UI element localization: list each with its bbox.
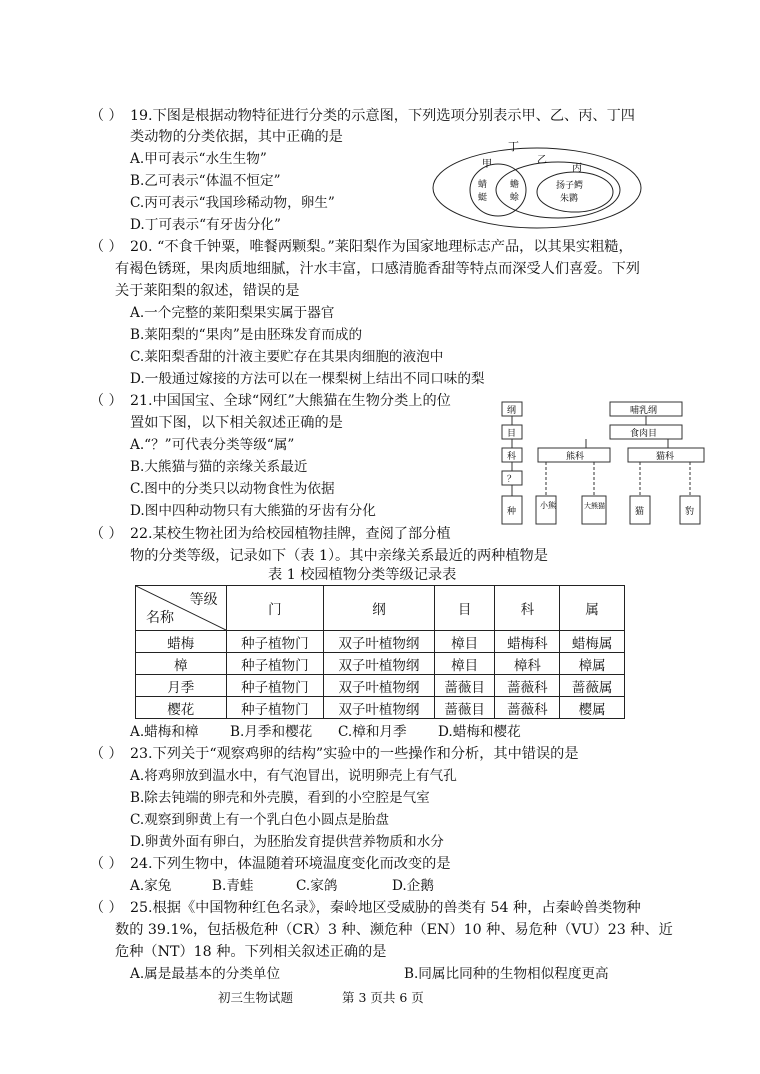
row-genus: 蜡梅属 xyxy=(560,631,625,653)
animal4-label: 朱鹮 xyxy=(560,194,579,204)
q21-option-b: B.大熊猫与猫的亲缘关系最近 xyxy=(130,459,308,475)
row-class: 双子叶植物纲 xyxy=(324,653,435,675)
table-header-row xyxy=(136,586,625,631)
row-name: 蜡梅 xyxy=(136,631,227,653)
table-row xyxy=(136,631,625,653)
animal3-label: 扬子鳄 xyxy=(556,181,584,191)
q21-option-c: C.图中的分类只以动物食性为依据 xyxy=(130,481,335,497)
row-genus: 樟属 xyxy=(560,653,625,675)
animal2-top: 蟾 xyxy=(510,180,520,190)
level-order-label: 目 xyxy=(507,429,517,439)
q22-table-caption: 表 1 校园植物分类等级记录表 xyxy=(268,567,457,583)
row-family: 樟科 xyxy=(495,653,560,675)
q20-stem-line1: 20. “不食千钟粟，唯餐两颗梨。”莱阳梨作为国家地理标志产品，以其果实粗糙， xyxy=(130,239,633,255)
table-row xyxy=(136,653,625,675)
carnivora-label: 食肉目 xyxy=(630,429,658,439)
q20-option-d: D.一般通过嫁接的方法可以在一棵梨树上结出不同口味的梨 xyxy=(130,371,485,387)
header-diagonal-cell xyxy=(136,586,227,631)
ding-label: 丁 xyxy=(508,140,519,153)
header-col-order: 目 xyxy=(434,586,495,631)
q25-option-b: B.同属比同种的生物相似程度更高 xyxy=(404,966,609,982)
level-species-label: 种 xyxy=(507,507,517,517)
yi-label: 乙 xyxy=(537,155,547,166)
small-panda-label: 小熊 xyxy=(540,501,556,510)
header-col-phylum: 门 xyxy=(226,586,324,631)
giant-panda-box xyxy=(582,496,606,524)
q23-stem-line1: 23.下列关于“观察鸡卵的结构”实验中的一些操作和分析，其中错误的是 xyxy=(130,746,579,762)
q21-answer-blank: （ ） xyxy=(90,393,123,409)
q20-option-c: C.莱阳梨香甜的汁液主要贮存在其果肉细胞的液泡中 xyxy=(130,349,444,365)
row-name: 樟 xyxy=(136,653,227,675)
q19-stem-line1: 19.下图是根据动物特征进行分类的示意图，下列选项分别表示甲、乙、丙、丁四 xyxy=(130,108,635,124)
q22-answer-blank: （ ） xyxy=(90,526,123,542)
q24-option-c: C.家鸽 xyxy=(296,878,338,894)
jia-label: 甲 xyxy=(482,159,492,170)
header-grade-label: 等级 xyxy=(189,592,218,608)
q21-stem-line1: 21.中国国宝、全球“网红”大熊猫在生物分类上的位 xyxy=(130,393,451,409)
q22-classification-table xyxy=(135,585,625,719)
table-row xyxy=(136,697,625,719)
q24-stem-line1: 24.下列生物中，体温随着环境温度变化而改变的是 xyxy=(130,856,451,872)
row-class: 双子叶植物纲 xyxy=(324,697,435,719)
q20-stem-line3: 关于莱阳梨的叙述，错误的是 xyxy=(115,283,300,299)
q20-stem-line2: 有褐色锈斑，果肉质地细腻，汁水丰富，口感清脆香甜等特点而深受人们喜爱。下列 xyxy=(115,261,640,277)
leopard-label: 豹 xyxy=(685,507,695,517)
header-col-class: 纲 xyxy=(324,586,435,631)
q22-option-a: A.蜡梅和樟 xyxy=(130,724,199,740)
row-class: 双子叶植物纲 xyxy=(324,675,435,697)
row-class: 双子叶植物纲 xyxy=(324,631,435,653)
row-family: 蔷薇科 xyxy=(495,697,560,719)
q23-option-c: C.观察到卵黄上有一个乳白色小圆点是胎盘 xyxy=(130,812,389,828)
q25-stem-line1: 25.根据《中国物种红色名录》，秦岭地区受威胁的兽类有 54 种，占秦岭兽类物种 xyxy=(130,900,641,916)
q19-option-b: B.乙可表示“体温不恒定” xyxy=(130,173,281,189)
q22-option-b: B.月季和樱花 xyxy=(230,724,313,740)
bing-ellipse xyxy=(537,172,613,212)
row-genus: 蔷薇属 xyxy=(560,675,625,697)
table-row xyxy=(136,675,625,697)
q20-option-a: A.一个完整的莱阳梨果实属于器官 xyxy=(130,305,335,321)
q24-option-a: A.家兔 xyxy=(130,878,172,894)
giant-panda-label: 大熊猫 xyxy=(584,502,605,510)
q25-answer-blank: （ ） xyxy=(90,900,123,916)
row-name: 樱花 xyxy=(136,697,227,719)
row-order: 樟目 xyxy=(434,653,495,675)
footer-page-number: 第 3 页共 6 页 xyxy=(342,990,424,1005)
bing-label: 丙 xyxy=(572,163,582,174)
q22-option-d: D.蜡梅和樱花 xyxy=(438,724,521,740)
mammal-label: 哺乳纲 xyxy=(630,406,658,416)
q21-option-a: A.“？”可代表分类等级“属” xyxy=(130,437,295,453)
row-phylum: 种子植物门 xyxy=(226,631,324,653)
q19-stem-line2: 类动物的分类依据，其中正确的是 xyxy=(130,129,343,145)
q20-option-b: B.莱阳梨的“果肉”是由胚珠发育而成的 xyxy=(130,327,363,343)
level-family-label: 科 xyxy=(507,452,517,462)
row-phylum: 种子植物门 xyxy=(226,675,324,697)
header-col-family: 科 xyxy=(495,586,560,631)
q23-option-a: A.将鸡卵放到温水中，有气泡冒出，说明卵壳上有气孔 xyxy=(130,768,457,784)
q19-option-d: D.丁可表示“有牙齿分化” xyxy=(130,217,281,233)
row-phylum: 种子植物门 xyxy=(226,653,324,675)
jia-ellipse xyxy=(470,164,526,216)
q23-option-b: B.除去钝端的卵壳和外壳膜，看到的小空腔是气室 xyxy=(130,790,430,806)
row-order: 蔷薇目 xyxy=(434,697,495,719)
q25-option-a: A.属是最基本的分类单位 xyxy=(130,966,281,982)
row-order: 蔷薇目 xyxy=(434,675,495,697)
q24-option-d: D.企鹅 xyxy=(392,878,434,894)
level-unknown-label: ？ xyxy=(507,475,517,485)
animal2-bottom: 蜍 xyxy=(510,193,520,203)
q23-option-d: D.卵黄外面有卵白，为胚胎发育提供营养物质和水分 xyxy=(130,834,444,850)
row-name: 月季 xyxy=(136,675,227,697)
cat-family-label: 猫科 xyxy=(656,452,675,462)
q21-stem-line2: 置如下图，以下相关叙述正确的是 xyxy=(130,415,343,431)
q25-stem-line2: 数的 39.1%，包括极危种（CR）3 种、濒危种（EN）10 种、易危种（VU）23 种、近 xyxy=(115,922,673,938)
row-family: 蔷薇科 xyxy=(495,675,560,697)
row-phylum: 种子植物门 xyxy=(226,697,324,719)
q23-answer-blank: （ ） xyxy=(90,746,123,762)
cat-label: 猫 xyxy=(635,507,645,517)
header-col-genus: 属 xyxy=(560,586,625,631)
q22-option-c: C.樟和月季 xyxy=(338,724,407,740)
bear-family-label: 熊科 xyxy=(566,452,585,462)
q21-classification-diagram xyxy=(500,400,710,528)
q19-answer-blank: （ ） xyxy=(90,108,123,124)
level-class-label: 纲 xyxy=(507,406,517,416)
q19-venn-diagram xyxy=(430,140,645,232)
row-genus: 樱属 xyxy=(560,697,625,719)
animal1-top: 蜻 xyxy=(478,180,488,190)
q22-stem-line2: 物的分类等级，记录如下（表 1）。其中亲缘关系最近的两种植物是 xyxy=(130,548,548,564)
row-order: 樟目 xyxy=(434,631,495,653)
q20-answer-blank: （ ） xyxy=(90,239,123,255)
q21-option-d: D.图中四种动物只有大熊猫的牙齿有分化 xyxy=(130,503,376,519)
q22-stem-line1: 22.某校生物社团为给校园植物挂牌，查阅了部分植 xyxy=(130,526,451,542)
q19-option-a: A.甲可表示“水生生物” xyxy=(130,151,267,167)
header-name-label: 名称 xyxy=(146,610,174,626)
footer-subject: 初三生物试题 xyxy=(218,990,294,1005)
animal1-bottom: 蜓 xyxy=(478,193,488,203)
q24-option-b: B.青蛙 xyxy=(212,878,254,894)
q25-stem-line3: 危种（NT）18 种。下列相关叙述正确的是 xyxy=(115,944,387,960)
q24-answer-blank: （ ） xyxy=(90,856,123,872)
row-family: 蜡梅科 xyxy=(495,631,560,653)
q19-option-c: C.丙可表示“我国珍稀动物，卵生” xyxy=(130,195,335,211)
